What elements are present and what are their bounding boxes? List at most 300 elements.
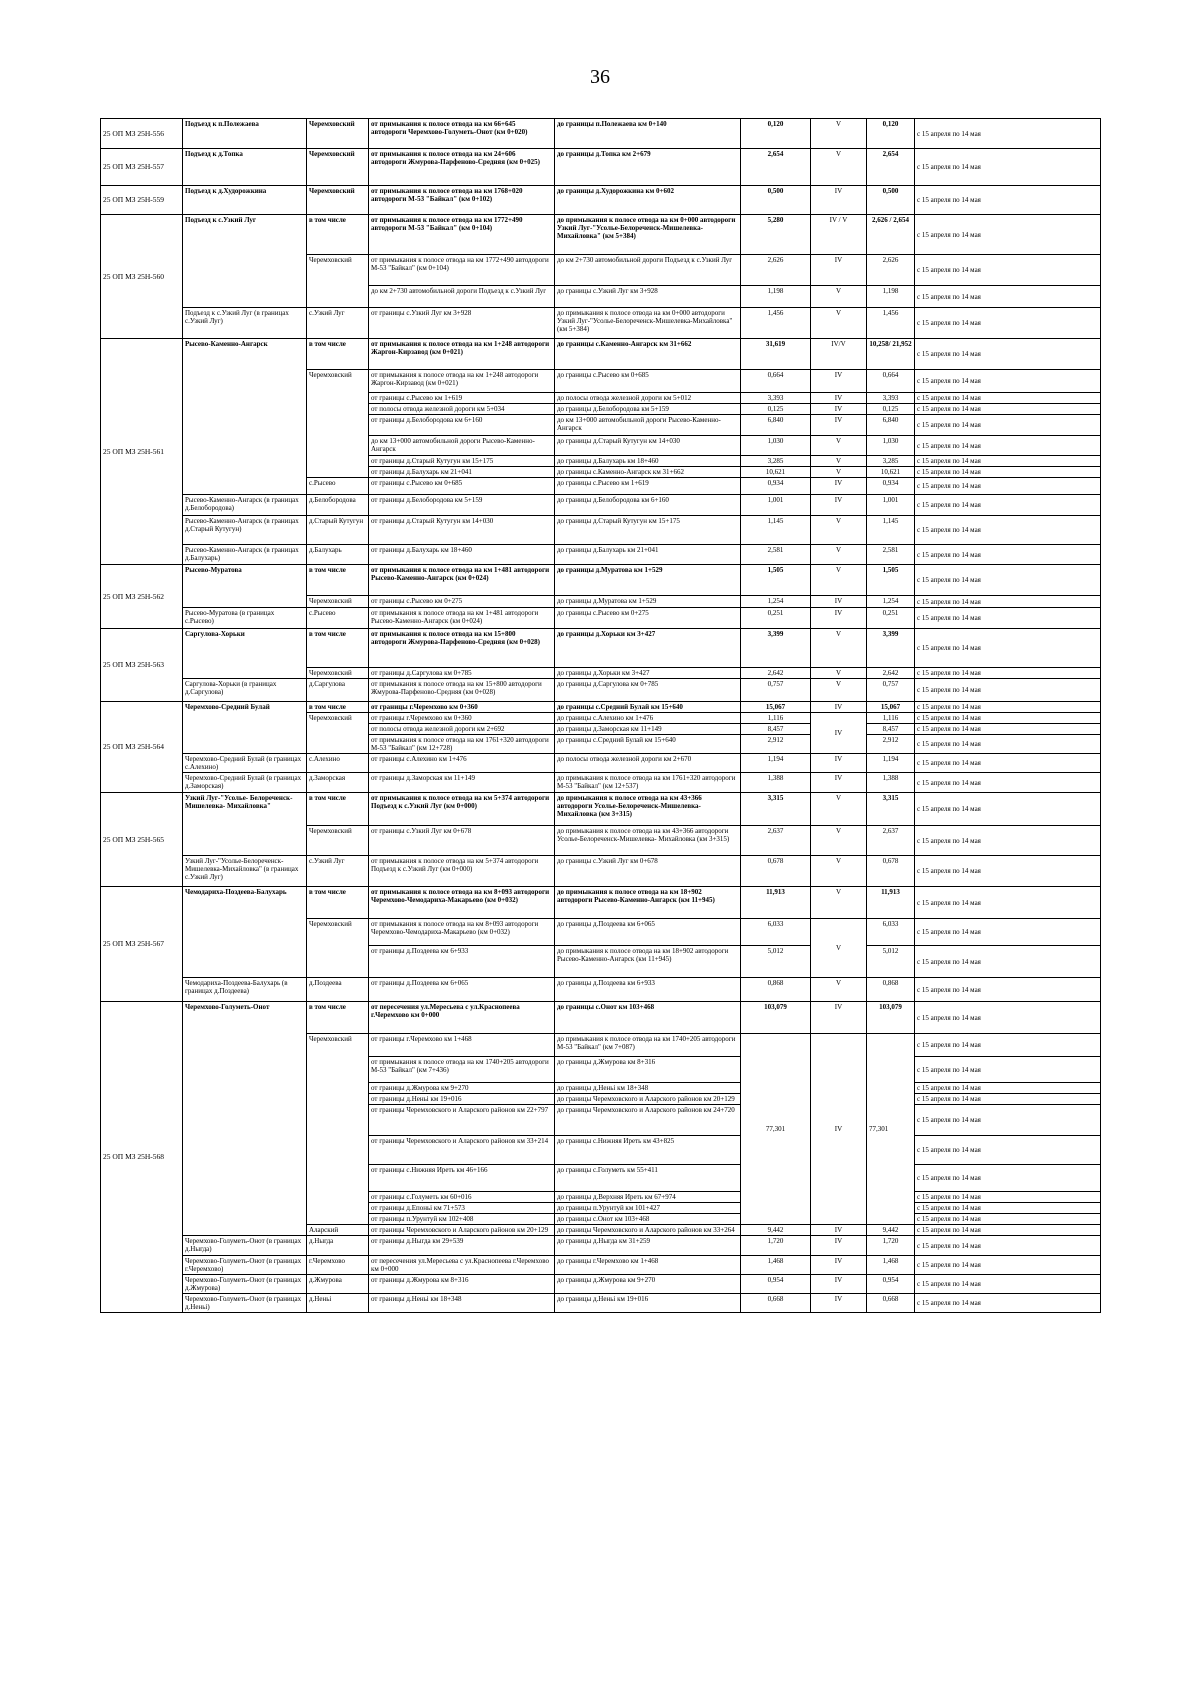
period: с 15 апреля по 14 мая — [915, 946, 1101, 978]
period: с 15 апреля по 14 мая — [915, 1105, 1101, 1136]
segment-end: до границы Черемховского и Аларского районов км 33+264 — [555, 1225, 741, 1236]
segment-start: от примыкания к полосе отвода на км 1768+020 автодороги М-53 "Байкал" (км 0+102) — [369, 186, 555, 215]
segment-start: от примыкания к полосе отвода на км 1+481 автодороги Рысево-Каменно-Ангарск (км 0+024) — [369, 565, 555, 596]
table-row — [101, 887, 1101, 919]
district: Черемховский — [307, 713, 369, 754]
period: с 15 апреля по 14 мая — [915, 1256, 1101, 1275]
district: в том числе — [307, 339, 369, 370]
category: V — [811, 286, 867, 308]
segment-start: от пересечения ул.Мересьева с ул.Краснопеева г.Черемхово км 0+000 — [369, 1002, 555, 1034]
segment-start: от границы д.Жмурова км 9+270 — [369, 1083, 555, 1094]
length-total: 2,654 — [867, 149, 915, 186]
period: с 15 апреля по 14 мая — [915, 1192, 1101, 1203]
length-km: 1,505 — [741, 565, 811, 596]
category: V — [811, 668, 867, 679]
segment-end: до границы д.Белобородова км 6+160 — [555, 495, 741, 516]
segment-start: от границы д.Заморская км 11+149 — [369, 773, 555, 793]
district: Аларский — [307, 1225, 369, 1236]
length-total: 6,840 — [867, 415, 915, 436]
period: с 15 апреля по 14 мая — [915, 596, 1101, 608]
road-name: Черемхово-Голуметь-Онот (в границах д.Ныгда) — [183, 1236, 307, 1256]
table-row — [101, 1002, 1101, 1034]
category: IV — [811, 495, 867, 516]
period: с 15 апреля по 14 мая — [915, 436, 1101, 456]
segment-start: от примыкания к полосе отвода на км 15+800 автодороги Жмурова-Парфеново-Средняя (км 0+028) — [369, 629, 555, 668]
road-register-table — [100, 118, 1101, 1313]
category: IV — [811, 713, 867, 754]
district: Черемховский — [307, 668, 369, 679]
table-row — [101, 629, 1101, 668]
category: V — [811, 679, 867, 702]
table-row — [101, 1236, 1101, 1256]
segment-start: от границы г.Черемхово км 0+360 — [369, 702, 555, 713]
road-code: 25 ОП МЗ 25Н-561 — [101, 339, 183, 565]
period: с 15 апреля по 14 мая — [915, 545, 1101, 565]
length-total: 1,254 — [867, 596, 915, 608]
length-total: 1,720 — [867, 1236, 915, 1256]
length-km: 9,442 — [741, 1225, 811, 1236]
period: с 15 апреля по 14 мая — [915, 713, 1101, 724]
period: с 15 апреля по 14 мая — [915, 370, 1101, 393]
category: V — [811, 793, 867, 826]
length-total: 3,285 — [867, 456, 915, 467]
road-code: 25 ОП МЗ 25Н-564 — [101, 702, 183, 793]
length-km: 0,500 — [741, 186, 811, 215]
segment-start: от границы с.Рысево км 0+685 — [369, 478, 555, 495]
length-km: 10,621 — [741, 467, 811, 478]
length-km: 6,033 — [741, 919, 811, 946]
road-code: 25 ОП МЗ 25Н-562 — [101, 565, 183, 629]
table-row — [101, 679, 1101, 702]
road-name: Рысево-Каменно-Ангарск (в границах д.Балухарь) — [183, 545, 307, 565]
length-km: 1,030 — [741, 436, 811, 456]
category: V — [811, 467, 867, 478]
road-name: Саргулова-Хорьки — [183, 629, 307, 679]
segment-start: от границы д.Балухарь км 21+041 — [369, 467, 555, 478]
segment-end: до границы п.Урунтуй км 101+427 — [555, 1203, 741, 1214]
length-total: 11,913 — [867, 887, 915, 919]
period: с 15 апреля по 14 мая — [915, 393, 1101, 404]
segment-end: до границы с.Рысево км 0+275 — [555, 608, 741, 629]
length-total: 0,500 — [867, 186, 915, 215]
length-km: 0,757 — [741, 679, 811, 702]
segment-end: до границы д.Топка км 2+679 — [555, 149, 741, 186]
segment-start: от примыкания к полосе отвода на км 1+248 автодороги Жаргон-Кирзавод (км 0+021) — [369, 370, 555, 393]
category: IV / V — [811, 215, 867, 255]
segment-start: от границы с.Рысево км 1+619 — [369, 393, 555, 404]
segment-end: до границы с.Средний Булай км 15+640 — [555, 735, 741, 754]
district: д.Заморская — [307, 773, 369, 793]
length-km: 3,399 — [741, 629, 811, 668]
length-total: 1,388 — [867, 773, 915, 793]
segment-end: до границы с.Онот км 103+468 — [555, 1214, 741, 1225]
road-name: Подъезд к д.Топка — [183, 149, 307, 186]
segment-end: до границы д.Муратова км 1+529 — [555, 565, 741, 596]
road-name: Черемхово-Голуметь-Онот — [183, 1002, 307, 1236]
segment-end: до границы д.Верхняя Иреть км 67+974 — [555, 1192, 741, 1203]
length-km: 1,468 — [741, 1256, 811, 1275]
segment-end: до границы д.Неньі км 18+348 — [555, 1083, 741, 1094]
table-row — [101, 339, 1101, 370]
period: с 15 апреля по 14 мая — [915, 478, 1101, 495]
segment-start: от примыкания к полосе отвода на км 1+481 автодороги Рысево-Каменно-Ангарск (км 0+024) — [369, 608, 555, 629]
segment-end: до границы д.Саргулова км 0+785 — [555, 679, 741, 702]
segment-end: до границы п.Полежаева км 0+140 — [555, 119, 741, 149]
segment-end: до границы с.Рысево км 0+685 — [555, 370, 741, 393]
length-total: 2,912 — [867, 735, 915, 754]
length-total: 0,678 — [867, 856, 915, 887]
length-km: 0,868 — [741, 978, 811, 1002]
road-name: Узкий Луг-"Усолье-Белореченск-Мишелевка-Михайловка" (в границах с.Узкий Луг) — [183, 856, 307, 887]
length-km: 77,301 — [741, 1034, 811, 1225]
road-name: Черемхово-Голуметь-Онот (в границах г.Черемхово) — [183, 1256, 307, 1275]
district: в том числе — [307, 793, 369, 826]
length-km: 103,079 — [741, 1002, 811, 1034]
period: с 15 апреля по 14 мая — [915, 1203, 1101, 1214]
segment-end: до примыкания к полосе отвода на км 18+902 автодороги Рысево-Каменно-Ангарск (км 11+945) — [555, 887, 741, 919]
segment-start: от границы п.Урунтуй км 102+408 — [369, 1214, 555, 1225]
length-km: 1,116 — [741, 713, 811, 724]
table-row — [101, 308, 1101, 339]
period: с 15 апреля по 14 мая — [915, 516, 1101, 545]
period: с 15 апреля по 14 мая — [915, 1094, 1101, 1105]
length-total: 2,642 — [867, 668, 915, 679]
table-row — [101, 215, 1101, 255]
length-km: 1,388 — [741, 773, 811, 793]
length-total: 1,468 — [867, 1256, 915, 1275]
segment-start: от границы д.Жмурова км 8+316 — [369, 1275, 555, 1294]
segment-end: до примыкания к полосе отвода на км 1761+320 автодороги М-53 "Байкал" (км 12+537) — [555, 773, 741, 793]
road-name: Чемодариха-Поздеева-Балухарь (в границах д.Поздеева) — [183, 978, 307, 1002]
length-km: 2,654 — [741, 149, 811, 186]
segment-start: от полосы отвода железной дороги км 5+034 — [369, 404, 555, 415]
category: IV — [811, 754, 867, 773]
category: IV — [811, 415, 867, 436]
category: IV — [811, 596, 867, 608]
category: IV — [811, 370, 867, 393]
length-total: 0,757 — [867, 679, 915, 702]
category: V — [811, 436, 867, 456]
length-total: 10,258/ 21,952 — [867, 339, 915, 370]
period: с 15 апреля по 14 мая — [915, 1294, 1101, 1313]
road-name: Черемхово-Средний Булай (в границах д.Заморская) — [183, 773, 307, 793]
segment-end: до границы д.Балухарь км 18+460 — [555, 456, 741, 467]
segment-end: до примыкания к полосе отвода на км 43+366 автодороги Усолье-Белореченск-Мишелевка- Михайловка (км 3+315) — [555, 826, 741, 856]
table-row — [101, 1294, 1101, 1313]
road-name: Саргулова-Хорьки (в границах д.Саргулова) — [183, 679, 307, 702]
length-km: 15,067 — [741, 702, 811, 713]
period: с 15 апреля по 14 мая — [915, 186, 1101, 215]
category: IV — [811, 1256, 867, 1275]
road-name: Подъезд к п.Полежаева — [183, 119, 307, 149]
segment-start: от границы г.Черемхово км 1+468 — [369, 1034, 555, 1057]
segment-start: от границы д.Белобородова км 5+159 — [369, 495, 555, 516]
district: д.Неньі — [307, 1294, 369, 1313]
length-km: 3,315 — [741, 793, 811, 826]
length-total: 1,456 — [867, 308, 915, 339]
segment-start: от границы с.Узкий Луг км 0+678 — [369, 826, 555, 856]
road-name: Подъезд к с.Узкий Луг (в границах с.Узкий Луг) — [183, 308, 307, 339]
segment-start: до км 2+730 автомобильной дороги Подъезд к с.Узкий Луг — [369, 286, 555, 308]
category: V — [811, 308, 867, 339]
segment-end: до границы д.Старый Кутугун км 15+175 — [555, 516, 741, 545]
segment-end: до границы д.Жмурова км 8+316 — [555, 1057, 741, 1083]
category: IV — [811, 1034, 867, 1225]
length-km: 2,581 — [741, 545, 811, 565]
category: V — [811, 629, 867, 668]
table-row — [101, 608, 1101, 629]
category: IV — [811, 1225, 867, 1236]
length-total: 3,315 — [867, 793, 915, 826]
period: с 15 апреля по 14 мая — [915, 149, 1101, 186]
district: в том числе — [307, 702, 369, 713]
period: с 15 апреля по 14 мая — [915, 668, 1101, 679]
category: IV — [811, 1294, 867, 1313]
district: г.Черемхово — [307, 1256, 369, 1275]
category: IV — [811, 255, 867, 286]
length-total: 8,457 — [867, 724, 915, 735]
road-name: Рысево-Каменно-Ангарск (в границах д.Белобородова) — [183, 495, 307, 516]
segment-start: от границы д.Неньі км 19+016 — [369, 1094, 555, 1105]
table-row — [101, 978, 1101, 1002]
length-km: 3,285 — [741, 456, 811, 467]
period: с 15 апреля по 14 мая — [915, 608, 1101, 629]
segment-end: до примыкания к полосе отвода на км 1740+205 автодороги М-53 "Байкал" (км 7+087) — [555, 1034, 741, 1057]
district: д.Старый Кутугун — [307, 516, 369, 545]
category: IV/V — [811, 339, 867, 370]
district: д.Белобородова — [307, 495, 369, 516]
segment-end: до границы Черемховского и Аларского районов км 20+129 — [555, 1094, 741, 1105]
period: с 15 апреля по 14 мая — [915, 1225, 1101, 1236]
segment-start: от границы д.Белобородова км 6+160 — [369, 415, 555, 436]
district: в том числе — [307, 887, 369, 919]
page-number: 36 — [590, 66, 610, 88]
segment-start: от границы Черемховского и Аларского районов км 33+214 — [369, 1136, 555, 1165]
length-total: 1,001 — [867, 495, 915, 516]
table-row — [101, 1275, 1101, 1294]
category: IV — [811, 773, 867, 793]
period: с 15 апреля по 14 мая — [915, 856, 1101, 887]
length-total: 0,668 — [867, 1294, 915, 1313]
segment-end: до границы с.Нижняя Иреть км 43+825 — [555, 1136, 741, 1165]
length-total: 10,621 — [867, 467, 915, 478]
period: с 15 апреля по 14 мая — [915, 215, 1101, 255]
category: IV — [811, 186, 867, 215]
length-total: 1,194 — [867, 754, 915, 773]
district: д.Саргулова — [307, 679, 369, 702]
length-km: 2,642 — [741, 668, 811, 679]
period: с 15 апреля по 14 мая — [915, 702, 1101, 713]
district: Черемховский — [307, 255, 369, 308]
period: с 15 апреля по 14 мая — [915, 456, 1101, 467]
length-total: 2,637 — [867, 826, 915, 856]
district: Черемховский — [307, 596, 369, 608]
length-total: 77,301 — [867, 1034, 915, 1225]
road-code: 25 ОП МЗ 25Н-563 — [101, 629, 183, 702]
district: в том числе — [307, 629, 369, 668]
category: IV — [811, 404, 867, 415]
road-name: Черемхово-Голуметь-Онот (в границах д.Жмурова) — [183, 1275, 307, 1294]
length-total: 2,581 — [867, 545, 915, 565]
segment-start: от примыкания к полосе отвода на км 1761+320 автодороги М-53 "Байкал" (км 12+728) — [369, 735, 555, 754]
segment-start: от границы д.Балухарь км 18+460 — [369, 545, 555, 565]
table-row — [101, 119, 1101, 149]
segment-start: от границы д.Неньі км 18+348 — [369, 1294, 555, 1313]
district: в том числе — [307, 1002, 369, 1034]
length-km: 1,194 — [741, 754, 811, 773]
district: в том числе — [307, 215, 369, 255]
category: V — [811, 978, 867, 1002]
road-name: Рысево-Каменно-Ангарск — [183, 339, 307, 495]
category: V — [811, 516, 867, 545]
length-total: 1,145 — [867, 516, 915, 545]
category: IV — [811, 393, 867, 404]
segment-end: до границы д.Белобородова км 5+159 — [555, 404, 741, 415]
segment-start: от примыкания к полосе отвода на км 24+606 автодороги Жмурова-Парфеново-Средняя (км 0+025) — [369, 149, 555, 186]
road-name: Черемхово-Средний Булай — [183, 702, 307, 754]
period: с 15 апреля по 14 мая — [915, 1136, 1101, 1165]
category: V — [811, 565, 867, 596]
segment-end: до границы д.Хорьки км 3+427 — [555, 629, 741, 668]
length-km: 5,012 — [741, 946, 811, 978]
table-row — [101, 495, 1101, 516]
segment-start: от пересечения ул.Мересьева с ул.Краснопеева г.Черемхово км 0+000 — [369, 1256, 555, 1275]
segment-end: до примыкания к полосе отвода на км 43+366 автодороги Усолье-Белореченск-Мишелевка-Михайловка (км 3+315) — [555, 793, 741, 826]
period: с 15 апреля по 14 мая — [915, 467, 1101, 478]
road-name: Рысево-Каменно-Ангарск (в границах д.Старый Кутугун) — [183, 516, 307, 545]
segment-end: до границы с.Каменно-Ангарск км 31+662 — [555, 339, 741, 370]
segment-start: от границы г.Черемхово км 0+360 — [369, 713, 555, 724]
length-total: 1,198 — [867, 286, 915, 308]
category: V — [811, 149, 867, 186]
road-code: 25 ОП МЗ 25Н-567 — [101, 887, 183, 1002]
segment-start: от границы д.Поздеева км 6+065 — [369, 978, 555, 1002]
segment-end: до границы с.Узкий Луг км 3+928 — [555, 286, 741, 308]
segment-end: до границы д.Балухарь км 21+041 — [555, 545, 741, 565]
segment-start: от примыкания к полосе отвода на км 5+374 автодороги Подъезд к с.Узкий Луг (км 0+000) — [369, 856, 555, 887]
segment-start: от границы с.Голуметь км 60+016 — [369, 1192, 555, 1203]
road-code: 25 ОП МЗ 25Н-557 — [101, 149, 183, 186]
segment-start: от примыкания к полосе отвода на км 1+248 автодороги Жаргон-Кирзавод (км 0+021) — [369, 339, 555, 370]
segment-end: до границы с.Голуметь км 55+411 — [555, 1165, 741, 1192]
segment-start: от границы д.Старый Кутугун км 15+175 — [369, 456, 555, 467]
length-km: 11,913 — [741, 887, 811, 919]
period: с 15 апреля по 14 мая — [915, 286, 1101, 308]
period: с 15 апреля по 14 мая — [915, 404, 1101, 415]
segment-end: до примыкания к полосе отвода на км 0+000 автодороги Узкий Луг-"Усолье-Белореченск-Мишелевка-Михайловка" (км 5+384) — [555, 308, 741, 339]
period: с 15 апреля по 14 мая — [915, 1057, 1101, 1083]
length-km: 0,125 — [741, 404, 811, 415]
segment-end: до км 13+000 автомобильной дороги Рысево-Каменно-Ангарск — [555, 415, 741, 436]
length-km: 8,457 — [741, 724, 811, 735]
district: д.Жмурова — [307, 1275, 369, 1294]
length-km: 1,001 — [741, 495, 811, 516]
category: IV — [811, 702, 867, 713]
segment-end: до границы д.Жмурова км 9+270 — [555, 1275, 741, 1294]
period: с 15 апреля по 14 мая — [915, 773, 1101, 793]
length-total: 1,505 — [867, 565, 915, 596]
segment-start: от примыкания к полосе отвода на км 66+645 автодороги Черемхово-Голуметь-Онот (км 0+020) — [369, 119, 555, 149]
period: с 15 апреля по 14 мая — [915, 1236, 1101, 1256]
segment-end: до границы д.Старый Кутугун км 14+030 — [555, 436, 741, 456]
table-row — [101, 856, 1101, 887]
table-row — [101, 516, 1101, 545]
period: с 15 апреля по 14 мая — [915, 826, 1101, 856]
period: с 15 апреля по 14 мая — [915, 565, 1101, 596]
table-row — [101, 754, 1101, 773]
segment-start: от границы Черемховского и Аларского районов км 22+797 — [369, 1105, 555, 1136]
district: д.Ныгда — [307, 1236, 369, 1256]
length-km: 1,145 — [741, 516, 811, 545]
road-name: Черемхово-Средний Булай (в границах с.Алехино) — [183, 754, 307, 773]
road-name: Подъезд к д.Худорожкина — [183, 186, 307, 215]
period: с 15 апреля по 14 мая — [915, 415, 1101, 436]
district: д.Балухарь — [307, 545, 369, 565]
length-total: 0,868 — [867, 978, 915, 1002]
category: V — [811, 826, 867, 856]
period: с 15 апреля по 14 мая — [915, 629, 1101, 668]
length-total: 2,626 / 2,654 — [867, 215, 915, 255]
segment-end: до границы с.Онот км 103+468 — [555, 1002, 741, 1034]
segment-end: до границы с.Каменно-Ангарск км 31+662 — [555, 467, 741, 478]
length-km: 0,251 — [741, 608, 811, 629]
segment-end: до границы с.Рысево км 1+619 — [555, 478, 741, 495]
length-km: 2,626 — [741, 255, 811, 286]
segment-end: до границы д.Худорожкина км 0+602 — [555, 186, 741, 215]
segment-start: от границы д.Ныгда км 29+539 — [369, 1236, 555, 1256]
length-total: 1,030 — [867, 436, 915, 456]
road-name: Узкий Луг-"Усолье- Белореченск-Мишелевка- Михайловка" — [183, 793, 307, 856]
length-total: 0,251 — [867, 608, 915, 629]
segment-start: от примыкания к полосе отвода на км 1772+490 автодороги М-53 "Байкал" (км 0+104) — [369, 215, 555, 255]
length-total: 0,934 — [867, 478, 915, 495]
length-total: 2,626 — [867, 255, 915, 286]
segment-end: до границы Черемховского и Аларского районов км 24+720 — [555, 1105, 741, 1136]
segment-start: от примыкания к полосе отвода на км 8+093 автодороги Черемхово-Чемодариха-Макарьево (км 0+032) — [369, 919, 555, 946]
road-name: Чемодариха-Поздеева-Балухарь — [183, 887, 307, 978]
period: с 15 апреля по 14 мая — [915, 1002, 1101, 1034]
segment-start: от границы с.Нижняя Иреть км 46+166 — [369, 1165, 555, 1192]
segment-start: от границы с.Узкий Луг км 3+928 — [369, 308, 555, 339]
length-total: 1,116 — [867, 713, 915, 724]
segment-end: до границы с.Узкий Луг км 0+678 — [555, 856, 741, 887]
category: V — [811, 545, 867, 565]
district: д.Поздеева — [307, 978, 369, 1002]
length-total: 0,664 — [867, 370, 915, 393]
segment-end: до границы д.Неньі км 19+016 — [555, 1294, 741, 1313]
segment-end: до границы д.Хорьки км 3+427 — [555, 668, 741, 679]
road-code: 25 ОП МЗ 25Н-559 — [101, 186, 183, 215]
district: Черемховский — [307, 919, 369, 978]
length-total: 15,067 — [867, 702, 915, 713]
district: Черемховский — [307, 826, 369, 856]
segment-end: до полосы отвода железной дороги км 5+012 — [555, 393, 741, 404]
segment-end: до границы г.Черемхово км 1+468 — [555, 1256, 741, 1275]
table-row — [101, 773, 1101, 793]
period: с 15 апреля по 14 мая — [915, 754, 1101, 773]
segment-start: от примыкания к полосе отвода на км 5+374 автодороги Подъезд к с.Узкий Луг (км 0+000) — [369, 793, 555, 826]
period: с 15 апреля по 14 мая — [915, 1165, 1101, 1192]
category: V — [811, 456, 867, 467]
period: с 15 апреля по 14 мая — [915, 339, 1101, 370]
period: с 15 апреля по 14 мая — [915, 724, 1101, 735]
segment-end: до границы д.Ныгда км 31+259 — [555, 1236, 741, 1256]
road-code: 25 ОП МЗ 25Н-556 — [101, 119, 183, 149]
district: Черемховский — [307, 186, 369, 215]
district: в том числе — [307, 565, 369, 596]
length-total: 9,442 — [867, 1225, 915, 1236]
length-total: 0,125 — [867, 404, 915, 415]
